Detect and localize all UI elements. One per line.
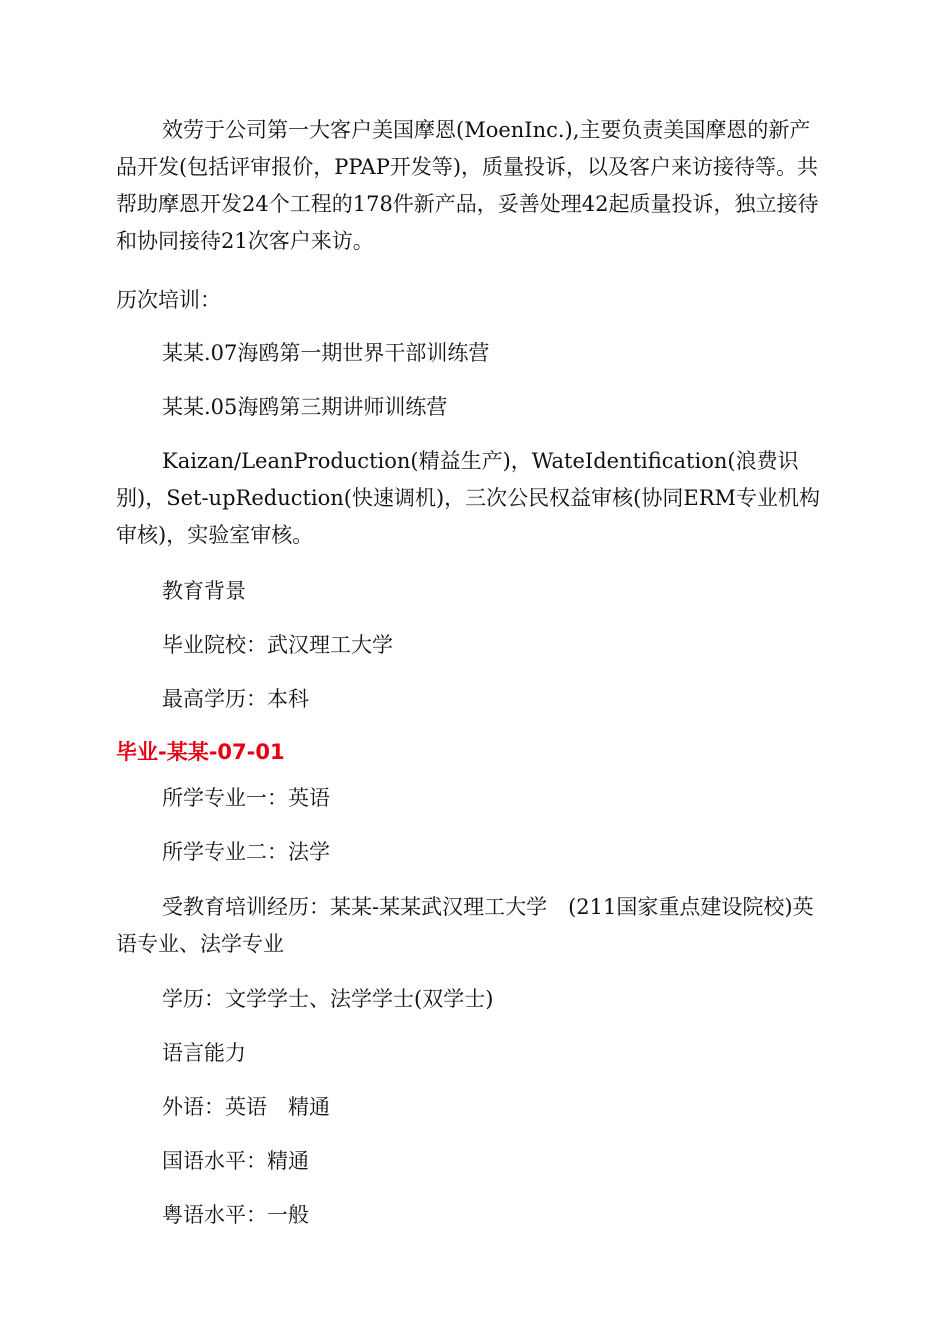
language-heading: 语言能力 (162, 1041, 246, 1065)
major-1-line: 所学专业一：英语 (162, 786, 330, 810)
training-item-2: 某某.05海鸥第三期讲师训练营 (162, 395, 448, 419)
education-history-paragraph: 受教育培训经历：某某-某某武汉理工大学 (211国家重点建设院校)英语专业、法学专业 (116, 895, 814, 956)
mandarin-line: 国语水平：精通 (162, 1149, 309, 1173)
training-label: 历次培训： (116, 288, 221, 312)
training-item-1: 某某.07海鸥第一期世界干部训练营 (162, 341, 490, 365)
degree-line: 最高学历：本科 (162, 687, 309, 711)
graduation-heading: 毕业-某某-07-01 (116, 740, 285, 764)
education-heading: 教育背景 (162, 579, 246, 603)
foreign-language-line: 外语：英语 精通 (162, 1095, 330, 1119)
school-line: 毕业院校：武汉理工大学 (162, 633, 393, 657)
cantonese-line: 粤语水平：一般 (162, 1203, 309, 1227)
training-item-3: Kaizan/LeanProduction(精益生产)，WateIdentification(浪费识别)，Set-upReduction(快速调机)，三次公民权益审核(协同ERM专业机构审核)，实验室审核。 (116, 449, 821, 547)
intro-paragraph: 效劳于公司第一大客户美国摩恩(MoenInc.),主要负责美国摩恩的新产品开发(包括评审报价，PPAP开发等)，质量投诉，以及客户来访接待等。共帮助摩恩开发24个工程的178件新产品，妥善处理42起质量投诉，独立接待和协同接待21次客户来访。 (116, 118, 819, 253)
major-2-line: 所学专业二：法学 (162, 840, 330, 864)
qualification-line: 学历：文学学士、法学学士(双学士) (162, 987, 494, 1011)
